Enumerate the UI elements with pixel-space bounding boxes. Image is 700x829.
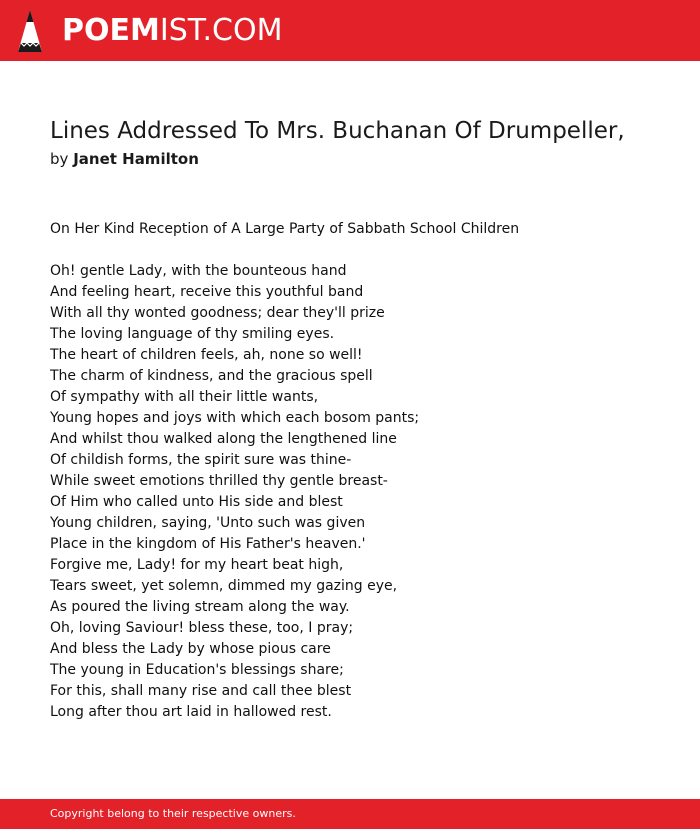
site-logo[interactable]	[62, 11, 282, 51]
poem-line: Oh! gentle Lady, with the bounteous hand	[50, 263, 347, 279]
logo-brand-bold: POEM	[62, 13, 160, 48]
poem-line: As poured the living stream along the way.	[50, 599, 350, 615]
site-footer	[0, 799, 700, 829]
logo-brand-light: IST.COM	[159, 13, 283, 48]
poem-line: Tears sweet, yet solemn, dimmed my gazing eye,	[50, 578, 398, 594]
poem-line: Forgive me, Lady! for my heart beat high,	[50, 557, 344, 573]
poem-subtitle: On Her Kind Reception of A Large Party of Sabbath School Children	[50, 221, 520, 237]
poem-line: Oh, loving Saviour! bless these, too, I pray;	[50, 620, 354, 636]
pencil-icon[interactable]	[18, 10, 42, 52]
poem-line: Place in the kingdom of His Father's heaven.'	[50, 536, 366, 552]
poem-line: The heart of children feels, ah, none so well!	[50, 347, 363, 363]
poem-line: Of sympathy with all their little wants,	[50, 389, 319, 405]
poem-line: Young hopes and joys with which each bosom pants;	[50, 410, 420, 426]
poem-line: Long after thou art laid in hallowed rest.	[50, 704, 332, 720]
poem-line: With all thy wonted goodness; dear they'll prize	[50, 305, 385, 321]
poem-line: And bless the Lady by whose pious care	[50, 641, 331, 657]
poem-line: The young in Education's blessings share;	[50, 662, 344, 678]
site-header	[0, 0, 700, 61]
poem-line: And whilst thou walked along the lengthened line	[50, 431, 397, 447]
poem-line: The loving language of thy smiling eyes.	[50, 326, 335, 342]
byline	[50, 148, 199, 170]
poem-title: Lines Addressed To Mrs. Buchanan Of Drumpeller,	[50, 118, 625, 144]
poem-line: Of childish forms, the spirit sure was thine-	[50, 452, 352, 468]
poem-line: For this, shall many rise and call thee blest	[50, 683, 352, 699]
poem-line: Young children, saying, 'Unto such was given	[50, 515, 366, 531]
poem-line: Of Him who called unto His side and blest	[50, 494, 343, 510]
by-label: by	[50, 150, 69, 168]
copyright-notice: Copyright belong to their respective owners.	[50, 807, 296, 820]
poem-body	[50, 261, 419, 723]
poem-line: And feeling heart, receive this youthful band	[50, 284, 364, 300]
poem-line: The charm of kindness, and the gracious spell	[50, 368, 373, 384]
author-name: Janet Hamilton	[73, 150, 199, 168]
poem-line: While sweet emotions thrilled thy gentle breast-	[50, 473, 388, 489]
